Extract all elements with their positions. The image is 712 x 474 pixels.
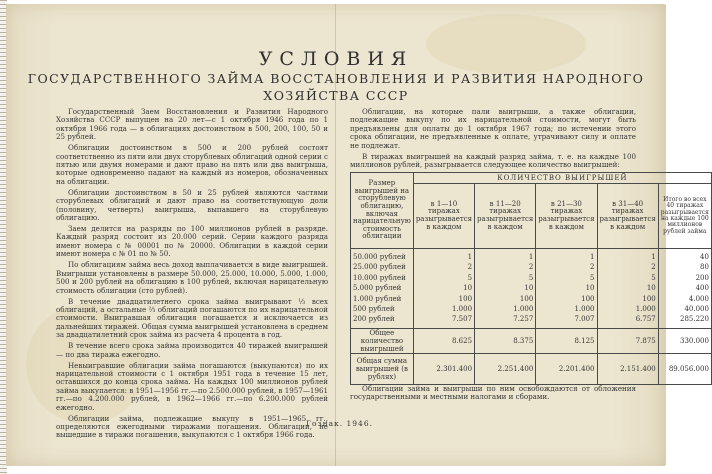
prize-count-group-header: КОЛИЧЕСТВО ВЫИГРЫШЕЙ xyxy=(413,173,711,184)
total-draws-header: Итого во всех 40 тиражах разыгрывается на каждые 100 миллионов рублей займа xyxy=(658,184,711,249)
left-paragraph: Невыигравшие облигации займа погашаются (выкупаются) по их нарицательной стоимости с 1 октября 1951 года в течение 15 лет, оставшихся до конца срока займа. На каждых 100 миллионов рублей займа выкупается: в 1951—1956 гг.—по 2.500.000 рублей, в 1957—1961 гг.—по 4.200.000 рублей, в 1962—1966 гг.—по 6.200.000 рублей ежегодно. xyxy=(56,360,328,412)
table-row: 500 рублей 1.000 1.000 1.000 1.000 40.000 xyxy=(351,304,712,314)
table-row: 1.000 рублей 100 100 100 100 4.000 xyxy=(351,294,712,304)
left-paragraph: Заем делится на разряды по 100 миллионов рублей в разряде. Каждый разряд состоит из 20.000 серий. Серии каждого разряда имеют номера с № 00001 по № 20000. Облигации в каждой серии имеют номера с № 01 по № 50. xyxy=(56,224,328,259)
left-paragraph: В течение двадцатилетнего срока займа выигрывают ⅓ всех облигаций, а остальные ⅔ облигаций погашаются по их нарицательной стоимости. Выигравшая облигация погашается и исключается из дальнейших тиражей. Общая сумма выигрышей установлена в среднем за двадцатилетний срок займа из расчета 4 процента в год. xyxy=(56,296,328,340)
draw-range-header: в 21—30 тиражах разыгрывается в каждом xyxy=(536,184,597,249)
right-intro-paragraph: Облигации, на которые пали выигрыши, а также облигации, подлежащие выкупу по их нарицательной стоимости, могут быть предъявлены для оплаты до 1 октября 1967 года; по истечении этого срока облигации, не предъявленные к оплате, утрачивают силу и оплате не подлежат. xyxy=(350,107,636,150)
table-row: 10.000 рублей 5 5 5 5 200 xyxy=(351,273,712,283)
table-row: 50.000 рублей 1 1 1 1 40 xyxy=(351,249,712,263)
table-row: 25.000 рублей 2 2 2 2 80 xyxy=(351,262,712,272)
tax-exemption-note: Облигации займа и выигрыши по ним освобождаются от обложения государственными и местными налогами и сборами. xyxy=(350,383,636,402)
prize-size-header: Размер выигрышей на сторублевую облигацию, включая нарицательную стоимость облигации xyxy=(351,173,414,249)
table-intro-paragraph: В тиражах выигрышей на каждый разряд займа, т. е. на каждые 100 миллионов рублей, разыгрывается следующее количество выигрышей: xyxy=(350,151,636,170)
table-total-row: Общее количество выигрышей 8.625 8.375 8.125 7.875 330.000 xyxy=(351,328,712,353)
left-paragraph: Облигации достоинством в 50 и 25 рублей являются частями сторублевых облигаций и дают право на соответствующую доли (половину, четверть) выигрыша, выпавшего на сторублевую облигацию. xyxy=(56,187,328,223)
left-paragraph: В течение всего срока займа производится 40 тиражей выигрышей — по два тиража ежегодно. xyxy=(56,341,328,359)
table-total-row: Общая сумма выигрышей (в рублях) 2.301.400 2.251.400 2.201.400 2.151.400 89.056.000 xyxy=(351,353,712,384)
page-subtitle-line2: ХОЗЯЙСТВА СССР xyxy=(263,88,409,103)
draw-range-header: в 31—40 тиражах разыгрывается в каждом xyxy=(597,184,658,249)
draw-range-header: в 1—10 тиражах разыгрывается в каждом xyxy=(413,184,474,249)
left-paragraph: Облигации достоинством в 500 и 200 рублей состоят соответственно из пяти или двух сторублевых облигаций одной серии с пятью или двумя номерами и дают право на пять или два выигрыша, которые одновременно падают на каждый из номеров, обозначенных на облигации. xyxy=(56,143,328,186)
table-row: 200 рублей 7.507 7.257 7.007 6.757 285.220 xyxy=(351,314,712,328)
table-row: 5.000 рублей 10 10 10 10 400 xyxy=(351,283,712,293)
bond-conditions-page xyxy=(6,4,709,466)
left-paragraph: По облигациям займа весь доход выплачивается в виде выигрышей. Выигрыши установлены в размере 50.000, 25.000, 10.000, 5.000, 1.000, 500 и 200 рублей на облигацию в 100 рублей, включая нарицательную стоимость облигации (сто рублей). xyxy=(56,260,328,295)
right-column xyxy=(350,107,709,404)
left-paragraph: Государственный Заем Восстановления и Развития Народного Хозяйства СССР выпущен на 20 лет—с 1 октября 1946 года по 1 октября 1966 года — в облигациях достоинством в 500, 200, 100, 50 и 25 рублей. xyxy=(56,107,328,142)
left-column xyxy=(56,108,328,442)
left-paragraph: Облигации займа, подлежащие выкупу в 1951—1965 гг., определяются ежегодными тиражами погашения. Облигации, не вышедшие в тиражи погашения, выкупаются с 1 октября 1966 года. xyxy=(56,413,328,440)
prize-table xyxy=(350,172,712,385)
printer-imprint: Гознак. 1946. xyxy=(306,419,373,428)
page-title: УСЛОВИЯ xyxy=(258,48,414,70)
page-subtitle-line1: ГОСУДАРСТВЕННОГО ЗАЙМА ВОССТАНОВЛЕНИЯ И РАЗВИТИЯ НАРОДНОГО xyxy=(27,71,645,86)
draw-range-header: в 11—20 тиражах разыгрывается в каждом xyxy=(475,184,536,249)
